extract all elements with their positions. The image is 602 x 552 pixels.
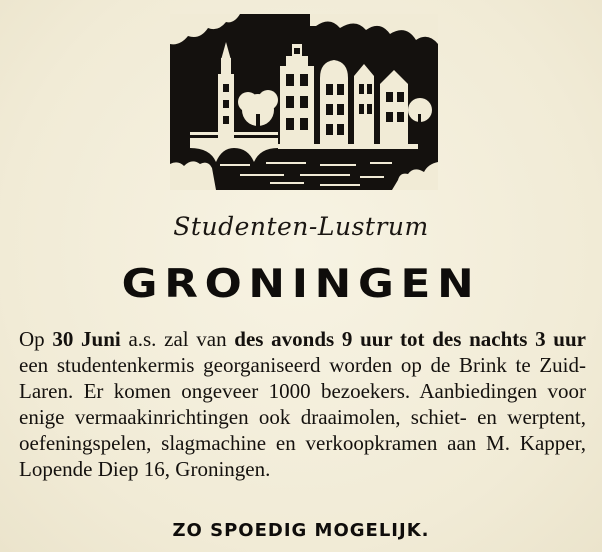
closing-line: ZO SPOEDIG MOGELIJK. [172,520,430,541]
text-segment: a.s. zal van [120,327,235,351]
page-title: GRONINGEN [121,262,481,307]
event-subtitle: Studenten-Lustrum [173,212,429,241]
event-date: 30 Juni [52,327,121,351]
announcement-paragraph [19,326,586,482]
text-segment: een studentenkermis georganiseerd worden op de Brink te Zuid-Laren. Er komen ongeveer 1000 bezoekers. Aanbiedingen voor enige vermaakinrichtingen ook draaimolen, schiet- en werptent, oefeningspelen, slagmachine en verkoopkramen aan M. Kapper, Lopende Diep 16, Groningen. [19,353,586,481]
text-segment: Op [19,327,53,351]
event-hours: des avonds 9 uur tot des nachts 3 uur [234,327,586,351]
canal-houses-woodcut-icon [170,14,438,190]
